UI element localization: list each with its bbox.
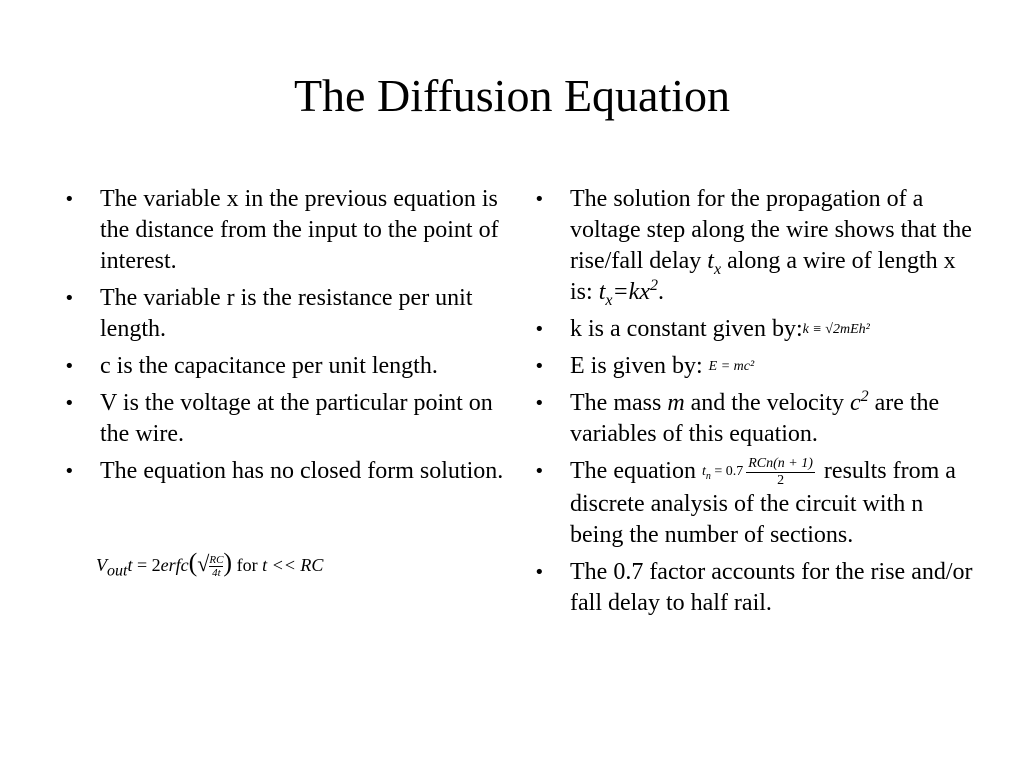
list-item	[534, 456, 974, 551]
left-column	[64, 184, 504, 493]
k-equation: k ≡ √2mEh²	[802, 322, 870, 337]
eq-v-sub: out	[107, 562, 128, 580]
eq-func: erfc	[160, 555, 189, 575]
bullet-text: along a wire of length x is:	[570, 248, 956, 305]
bullet-text: are the variables of this equation.	[570, 390, 940, 447]
eq-kx-sup: 2	[649, 277, 658, 294]
bullet-text: results from a discrete analysis of the circuit with n being the number of sections.	[570, 458, 956, 548]
right-bullet-list	[534, 184, 974, 619]
list-item	[64, 283, 504, 345]
tn-equation	[701, 464, 744, 482]
eq-t: t	[127, 555, 133, 575]
eq-c-sup: 2	[860, 388, 869, 405]
bullet-text: The equation has no closed form solution.	[100, 458, 504, 484]
tn-fraction	[746, 456, 815, 489]
eq-c: c	[849, 390, 861, 416]
bullet-text: V is the voltage at the particular point on the wire.	[100, 390, 493, 447]
bullet-icon: •	[64, 461, 75, 482]
bullet-icon: •	[534, 356, 545, 377]
right-column	[534, 184, 974, 625]
bullet-text: The equation	[570, 458, 696, 485]
eq-tx: t	[707, 248, 714, 274]
eq-tn: t	[701, 464, 706, 480]
bullet-text: The variable r is the resistance per unit length.	[100, 285, 473, 342]
eq-kx: =kx	[612, 279, 650, 305]
eq-t: t	[598, 279, 606, 305]
bullet-icon: •	[64, 288, 75, 309]
eq-t-sub: x	[605, 291, 613, 309]
list-item	[64, 351, 504, 382]
list-item	[64, 184, 504, 277]
slide-title: The Diffusion Equation	[293, 70, 731, 121]
bullet-text: c is the capacitance per unit length.	[100, 353, 438, 379]
bullet-text: E is given by:	[570, 353, 703, 379]
list-item	[64, 456, 504, 487]
eq-equals: = 2	[132, 555, 161, 575]
eq-for: for	[236, 555, 258, 575]
open-paren: (	[188, 548, 198, 577]
list-item	[534, 388, 974, 450]
sqrt-icon: √	[197, 551, 210, 576]
list-item	[534, 557, 974, 619]
bullet-icon: •	[64, 356, 75, 377]
bullet-icon: •	[64, 393, 75, 414]
bullet-text: .	[657, 279, 664, 305]
tn-frac-num: RCn(n + 1)	[748, 456, 813, 471]
eq-condition: t << RC	[262, 555, 324, 575]
bullet-text: k is a constant given by:	[570, 316, 803, 342]
bullet-text: The 0.7 factor accounts for the rise and/or fall delay to half rail.	[570, 559, 973, 616]
eq-frac-den: 4t	[212, 567, 221, 580]
left-bullet-list	[64, 184, 504, 487]
eq-tx-sub: x	[713, 260, 722, 278]
bullet-icon: •	[534, 562, 545, 583]
bullet-icon: •	[534, 319, 545, 340]
bullet-text: The variable x in the previous equation is the distance from the input to the point of interest.	[100, 186, 499, 274]
tn-frac-den: 2	[777, 473, 785, 488]
e-equation: E = mc²	[708, 359, 755, 374]
eq-v: V	[96, 555, 107, 575]
bullet-text: and the velocity	[684, 390, 850, 416]
bullet-icon: •	[534, 393, 545, 414]
bullet-text: The mass	[570, 390, 668, 416]
eq-tn-sub: n	[705, 470, 711, 482]
eq-m: m	[667, 390, 685, 416]
eq-frac-num: RC	[209, 554, 224, 567]
list-item	[534, 314, 974, 345]
eq-fraction	[209, 554, 223, 579]
bullet-icon: •	[534, 189, 545, 210]
bullet-icon: •	[64, 189, 75, 210]
list-item	[534, 351, 974, 382]
erfc-equation	[96, 548, 323, 579]
list-item	[64, 388, 504, 450]
eq-tn-mid: = 0.7	[710, 464, 744, 480]
close-paren: )	[223, 548, 233, 577]
bullet-text: The solution for the propagation of a voltage step along the wire shows that the rise/fall delay	[570, 186, 972, 274]
bullet-icon: •	[534, 461, 545, 482]
list-item	[534, 184, 974, 308]
